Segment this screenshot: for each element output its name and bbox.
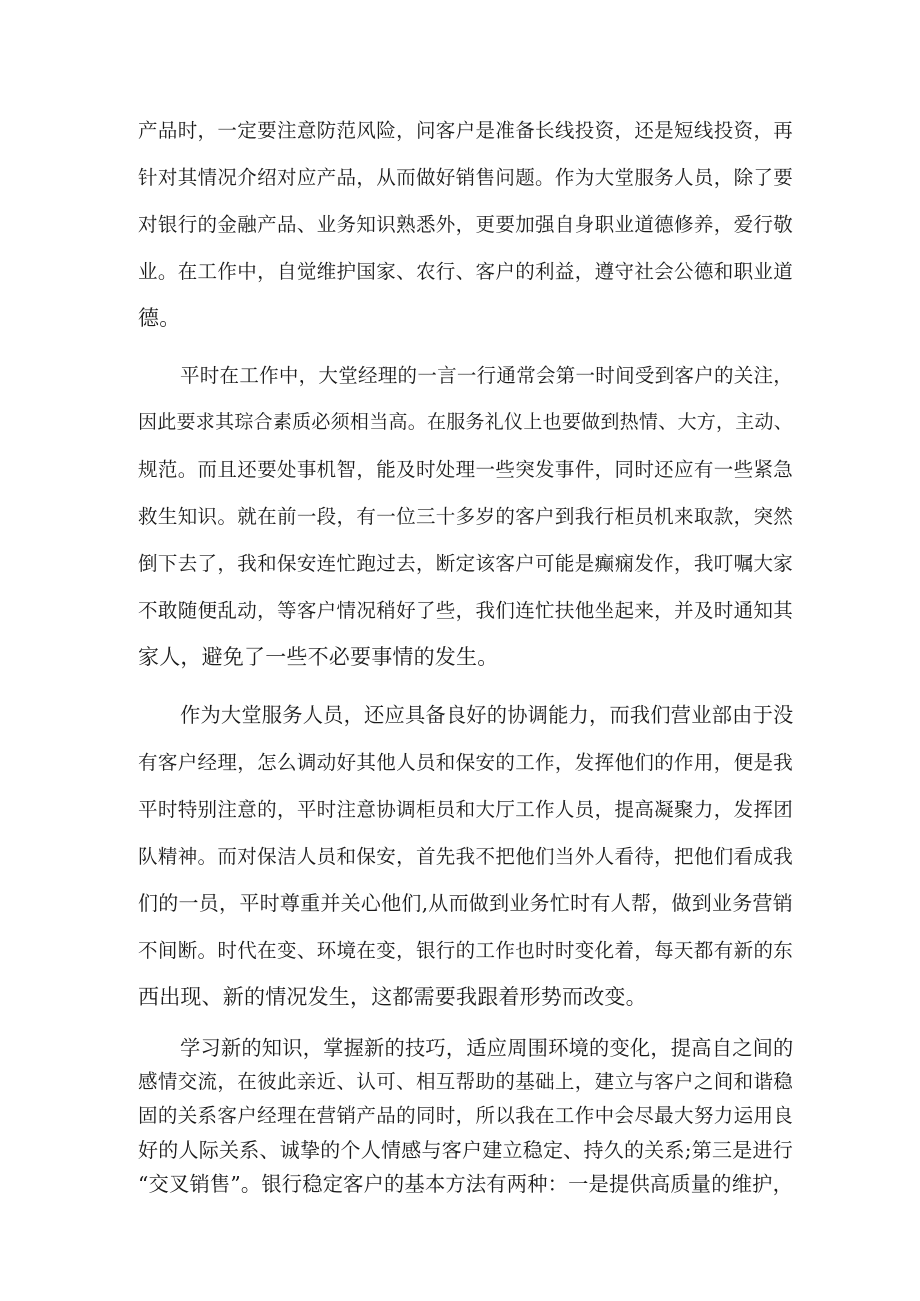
text-line: 不间断。时代在变、环境在变，银行的工作也时时变化着，每天都有新的东	[138, 939, 793, 962]
paragraph-4	[138, 1031, 793, 1201]
text-line: 们的一员，平时尊重并关心他们,从而做到业务忙时有人帮，做到业务营销	[138, 891, 793, 915]
text-line: 家人，避免了一些不必要事情的发生。	[138, 645, 499, 669]
text-line: 有客户经理，怎么调动好其他人员和保安的工作，发挥他们的作用，便是我	[138, 751, 793, 774]
text-line: 对银行的金融产品、业务知识熟悉外，更要加强自身职业道德修养，爱行敬	[138, 213, 793, 236]
text-line: 倒下去了，我和保安连忙跑过去，断定该客户可能是癫痫发作，我叮嘱大家	[138, 552, 793, 575]
text-line: 针对其情况介绍对应产品，从而做好销售问题。作为大堂服务人员，除了要	[138, 166, 793, 189]
text-line: 不敢随便乱动，等客户情况稍好了些，我们连忙扶他坐起来，并及时通知其	[138, 599, 793, 622]
text-line: 德。	[138, 306, 181, 330]
paragraph-3	[138, 692, 793, 1021]
text-line: 平时在工作中，大堂经理的一言一行通常会第一时间受到客户的关注，	[180, 364, 793, 387]
paragraph-2	[138, 352, 793, 681]
text-line: 学习新的知识，掌握新的技巧，适应周围环境的变化，提高自之间的	[180, 1036, 794, 1060]
text-line: 产品时，一定要注意防范风险，问客户是准备长线投资，还是短线投资，再	[138, 119, 793, 142]
text-line: 作为大堂服务人员，还应具备良好的协调能力，而我们营业部由于没	[180, 703, 794, 727]
text-line: 救生知识。就在前一段，有一位三十多岁的客户到我行柜员机来取款，突然	[138, 505, 793, 528]
text-line: 固的关系客户经理在营销产品的同时，所以我在工作中会尽最大努力运用良	[138, 1104, 793, 1127]
paragraph-1	[138, 107, 793, 342]
text-line: 因此要求其琮合素质必须相当高。在服务礼仪上也要做到热情、大方，主动、	[138, 411, 793, 433]
text-line: 平时特别注意的，平时注意协调柜员和大厅工作人员，提高凝聚力，发挥团	[138, 798, 793, 821]
text-line: 西出现、新的情况发生，这都需要我跟着形势而改变。	[138, 985, 647, 1009]
text-line: 规范。而且还要处事机智，能及时处理一些突发事件，同时还应有一些紧急	[138, 458, 793, 481]
text-line: 感情交流，在彼此亲近、认可、相互帮助的基础上，建立与客户之间和谐稳	[138, 1070, 793, 1093]
text-line: 业。在工作中，自觉维护国家、农行、客户的利益，遵守社会公德和职业道	[138, 260, 793, 283]
text-line: 好的人际关系、诚挚的个人情感与客户建立稳定、持久的关系;第三是进行	[138, 1138, 793, 1162]
text-line: “交叉销售”。银行稳定客户的基本方法有两种：一是提供高质量的维护，	[138, 1172, 794, 1196]
text-line: 队精神。而对保洁人员和保安，首先我不把他们当外人看待，把他们看成我	[138, 845, 793, 868]
